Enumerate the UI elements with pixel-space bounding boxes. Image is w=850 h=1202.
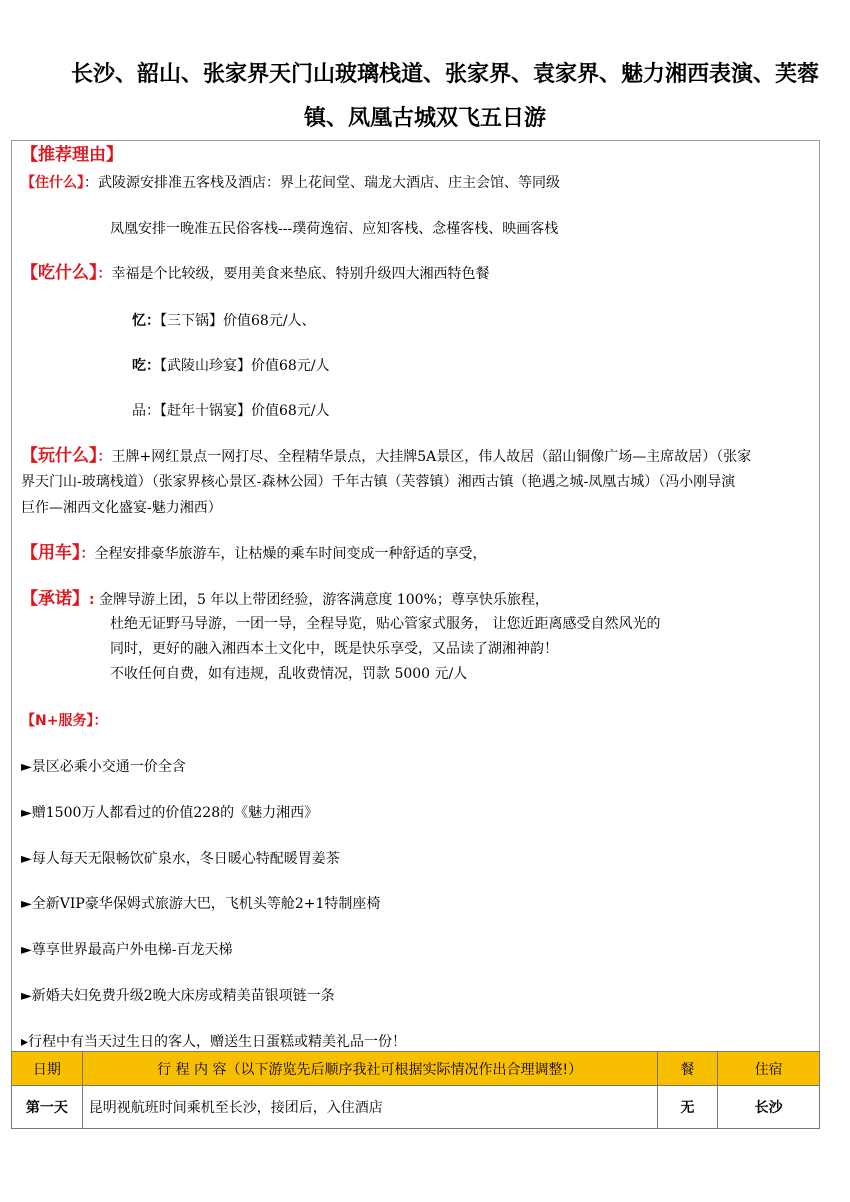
service-item: ►全新VIP豪华保姆式旅游大巴，飞机头等舱2+1特制座椅 [21, 896, 381, 912]
stay-text-2: 凤凰安排一晚准五民俗客栈---璞荷逸宿、应知客栈、念槿客栈、映画客栈 [110, 221, 559, 237]
service-item: ►尊享世界最高户外电梯-百龙天梯 [21, 942, 233, 958]
service-item: ▸行程中有当天过生日的客人，赠送生日蛋糕或精美礼品一份！ [21, 1034, 407, 1050]
row-day: 第一天 [12, 1086, 83, 1129]
play-row [21, 446, 751, 467]
eat-item-text: 【三下锅】价值68元/人、 [160, 313, 316, 329]
header-stay: 住宿 [718, 1052, 820, 1086]
eat-text: 幸福是个比较级，要用美食来垫底、特别升级四大湘西特色餐 [111, 266, 490, 282]
promise-text-3: 同时，更好的融入湘西本土文化中，既是快乐享受，又品读了湖湘神韵！ [110, 641, 558, 657]
play-text-3: 巨作—湘西文化盛宴-魅力湘西） [21, 500, 222, 516]
page-title-line-2: 镇、凤凰古城双飞五日游 [303, 106, 546, 131]
promise-colon: : [89, 592, 95, 608]
stay-label: 【住什么】 [21, 175, 84, 191]
recommendation-box [11, 140, 820, 1052]
service-colon: ： [93, 713, 108, 729]
service-item: ►每人每天无限畅饮矿泉水，冬日暖心特配暖胃姜茶 [21, 851, 340, 867]
eat-item-prefix: 品： [132, 403, 160, 419]
header-content: 行 程 内 容（以下游览先后顺序我社可根据实际情况作出合理调整!） [82, 1052, 657, 1086]
row-stay: 长沙 [718, 1086, 820, 1129]
eat-item-text: 【赶年十锅宴】价值68元/人 [160, 403, 330, 419]
play-text-2: 界天门山-玻璃栈道）（张家界核心景区-森林公园）千年古镇（芙蓉镇）湘西古镇（艳遇之城-凤凰古城）（冯小刚导演 [21, 474, 736, 490]
row-meal: 无 [657, 1086, 718, 1129]
stay-row [21, 173, 560, 193]
stay-text: ：武陵源安排准五客栈及酒店：界上花间堂、瑞龙大酒店、庄主会馆、等同级 [84, 175, 560, 191]
row-content: 昆明视航班时间乘机至长沙，接团后，入住酒店 [82, 1086, 657, 1129]
car-label: 【用车】 [21, 543, 81, 563]
play-text-1: 王牌+网红景点一网打尽、全程精华景点，大挂牌5A景区，伟人故居（韶山铜像广场—主席故居）（张家 [111, 449, 752, 465]
recommendation-heading: 【推荐理由】 [21, 145, 123, 165]
eat-row [21, 263, 490, 284]
promise-text-1: 金牌导游上团，5 年以上带团经验，游客满意度 100%；尊享快乐旅程， [99, 592, 549, 608]
service-item: ►赠1500万人都看过的价值228的《魅力湘西》 [21, 805, 319, 821]
car-colon: ： [80, 546, 95, 562]
header-meal: 餐 [657, 1052, 718, 1086]
itinerary-table [11, 1051, 820, 1129]
play-label: 【玩什么】 [21, 446, 98, 466]
service-row [21, 711, 107, 731]
car-text: 全程安排豪华旅游车，让枯燥的乘车时间变成一种舒适的享受， [94, 546, 487, 562]
page-title-line-1: 长沙、韶山、张家界天门山玻璃栈道、张家界、袁家界、魅力湘西表演、芙蓉 [70, 62, 819, 87]
promise-row [21, 589, 549, 610]
service-label: 【N+服务】 [21, 713, 94, 729]
service-item: ►新婚夫妇免费升级2晚大床房或精美苗银项链一条 [21, 988, 335, 1004]
eat-label: 【吃什么】 [21, 263, 98, 283]
table-row [12, 1086, 820, 1129]
eat-item-prefix: 吃： [132, 358, 160, 374]
eat-item [132, 356, 330, 376]
service-item: ►景区必乘小交通一价全含 [21, 759, 186, 775]
promise-text-2: 杜绝无证野马导游，一团一导，全程导览，贴心管家式服务， 让您近距离感受自然风光的 [110, 616, 661, 632]
eat-item [132, 401, 330, 421]
promise-label: 【承诺】 [21, 589, 89, 609]
play-colon: ： [97, 449, 112, 465]
eat-item [132, 311, 316, 331]
eat-colon: ： [97, 266, 112, 282]
promise-text-4: 不收任何自费，如有违规，乱收费情况，罚款 5000 元/人 [110, 666, 468, 682]
eat-item-text: 【武陵山珍宴】价值68元/人 [160, 358, 330, 374]
car-row [21, 543, 487, 564]
eat-item-prefix: 忆： [132, 313, 160, 329]
header-date: 日期 [12, 1052, 83, 1086]
itinerary-header-row [12, 1052, 820, 1086]
